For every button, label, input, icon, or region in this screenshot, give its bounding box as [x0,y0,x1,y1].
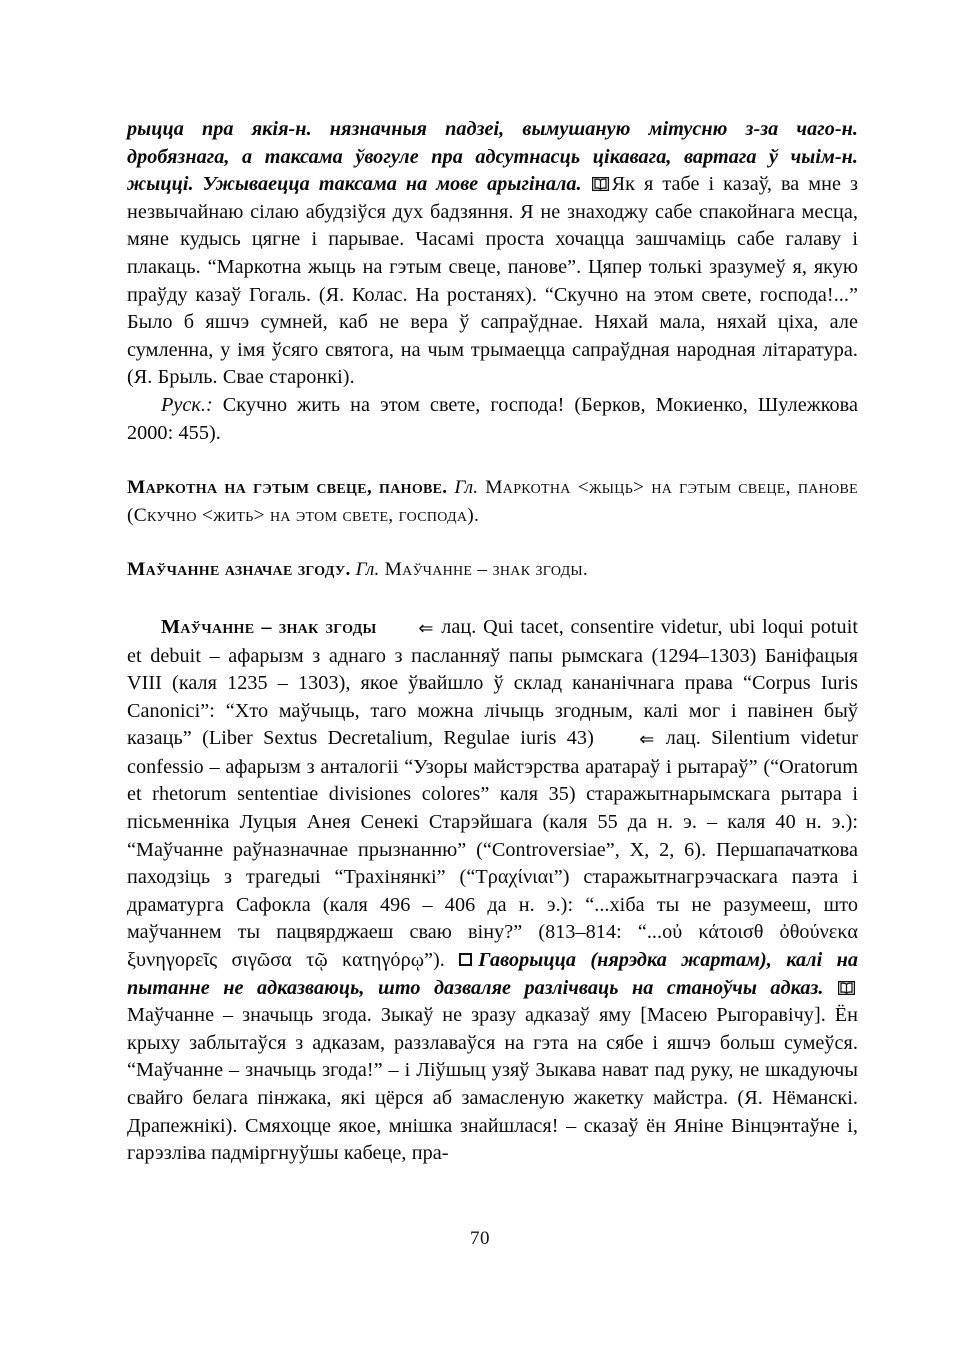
open-book-icon [838,981,855,995]
etymology-text-1: – афарызм з аднаго з пасланняў папы рымскага (1294–1303) Баніфацыя VIII (каля 1235 – 1303), якое ўвайшло ў склад кананічнага права “Corpus Iuris Canonici”: “Хто маўчыць, таго можна лічыць згодным, калі мог і павінен быў казаць” (Liber Sextus Decretalium, Regulae iuris 43) [127,644,859,750]
see-also-label: Гл. [355,559,380,581]
definition-italic-line2: дробязнага, а таксама ўвогуле пра адсутнасць цікавага, вартага ў [127,145,779,168]
definition-italic-line1: рыцца пра якія-н. нязначныя падзеі, вымушаную мітусню з-за чаго-н. [127,118,858,140]
paragraph-definition-continued [127,116,858,392]
entry-reference: Маркотна <жыць> на гэтым свеце, панове (Скучно <жить> на этом свете, господа). [127,477,858,526]
entry-cross-reference-1 [127,474,858,529]
etymology-text-2: – афарызм з анталогіі “Узоры майстэрства аратараў і рытараў” (“Oratorum et rhetorum sententiae divisiones colores” каля 35) старажытнарымскага рытара і пісьменніка Луцыя Анея Сенекі Старэйшага (каля 55 да н. э. – каля 40 н. э.): “Маўчанне раўназначнае прызнанню” (“Controversiae”, X, 2, 6). Першапачаткова паходзіць з трагедыі “Трахінянкі” (“Τραχίνιαι”) старажытнагрэчаскага паэта і драматурга Сафокла (каля 496 – 406 да н. э.): “...хіба ты не разумееш, што маўчаннем ты пацвярджаеш сваю віну?” (813–814: “...οὐ κάτοισθ ὀθούνεκα ξυνηγορεῖς σιγῶσα τῷ κατηγόρῳ”). [127,755,859,972]
see-also-label: Гл. [454,477,479,499]
main-entry-headword: Маўчанне – знак згоды [161,615,377,638]
leftwards-double-arrow-icon: ⇐ [418,617,434,639]
russian-text: Скучно жить на этом свете, господа! (Берков, Мокиенко, Шулежкова 2000: 455). [127,393,858,444]
source-abbreviation-latin-2: лац. [665,727,701,750]
text-column [127,116,858,1168]
definition-italic-line3: чыім-н. жыцці. Ужываецца таксама на мове арыгінала. [127,145,858,196]
illustration-text: Маўчанне – значыць згода. Зыкаў не зразу адказаў яму [Масею Рыгоравічу]. Ён крыху заблытаўся з адказам, раззлаваўся на гэта на сябе і яшчэ больш сумеўся. “Маўчанне – значыць згода!” – і Ліўшыц узяў Зыкава нават пад руку, не шкадуючы свайго белага пінжака, які цёрся аб замасленую жакетку майстра. (Я. Нёманскі. Драпежнікі). Смяхоцце якое, мнішка знайшлася! – сказаў ён Яніне Вінцэнтаўне і, гарэзліва падміргнуўшы кабеце, пра- [127,1004,858,1165]
entry-reference: Маўчанне – знак згоды. [384,559,589,581]
russian-label: Руск.: [161,393,213,416]
usage-note-text: Гаворыцца (нярэдка жартам), калі на пытанне не адказваюць, што дазваляе разлічваць на станоўчы адказ. [127,949,858,999]
hollow-square-icon [459,953,472,966]
paragraph-russian-equivalent [127,392,858,447]
source-abbreviation-latin-1: лац. [441,615,477,638]
entry-main [127,614,858,1168]
open-book-icon [592,177,609,191]
definition-roman-text: Як я табе і казаў, ва мне з незвычайнаю сілаю абудзіўся дух бадзяння. Я не знаходжу сабе спакойнага месца, мяне кудысь цягне і парывае. Часамі проста хочацца зашчаміць сабе галаву і плакаць. “Маркотна жыць на гэтым свеце, панове”. Цяпер толькі зразумеў я, якую праўду казаў Гогаль. (Я. Колас. На ростанях). “Скучно на этом свете, господа!...” Было б яшчэ сумней, каб не вера ў сапраўднае. Няхай мала, няхай ціха, але сумленна, у імя ўсяго святога, на чым трымаецца сапраўдная народная літаратура. (Я. Брыль. Свае старонкі). [127,173,859,389]
entry-headword: Маўчанне азначае згоду. [127,559,351,581]
entry-headword: Маркотна на гэтым свеце, панове. [127,477,448,499]
page-number: 70 [470,1228,490,1249]
latin-aphorism-2: Silentium videtur confessio [127,727,859,778]
latin-aphorism-1: Qui tacet, consentire videtur, ubi loqui potuit et debuit [127,615,859,667]
leftwards-double-arrow-icon: ⇐ [639,729,655,751]
entry-cross-reference-2 [127,556,858,584]
